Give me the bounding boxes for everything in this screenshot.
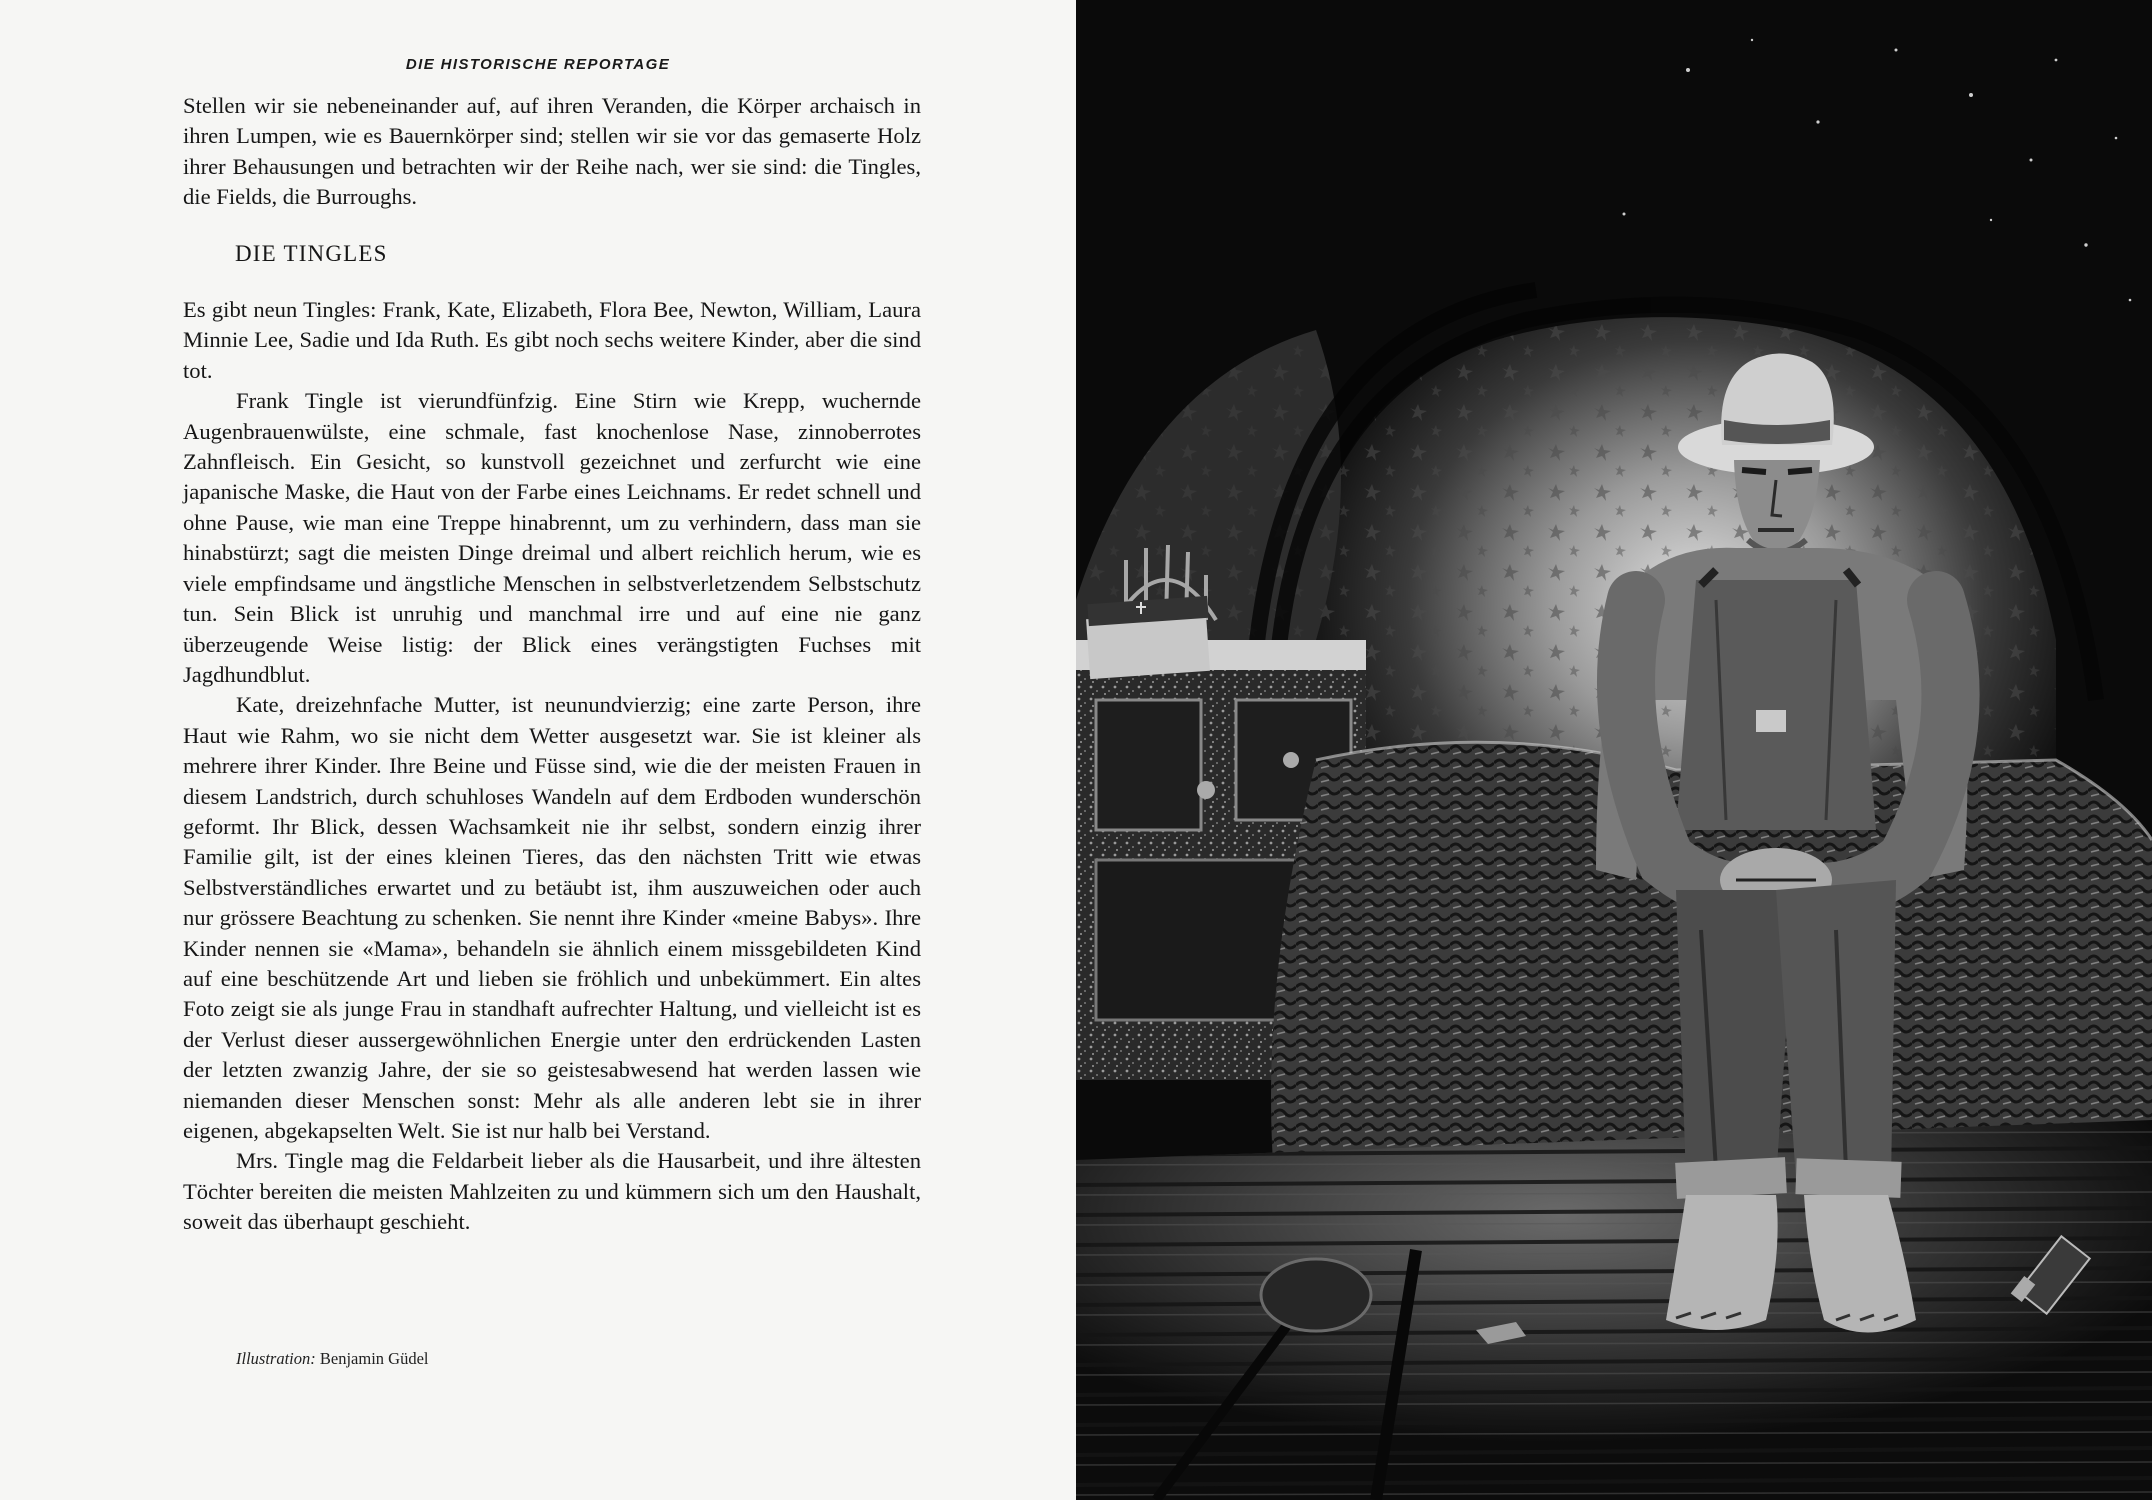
intro-paragraph: Stellen wir sie nebeneinander auf, auf ihren Veranden, die Körper archaisch in ihren Lumpen, wie es Bauernkörper sind; stellen wir sie vor das gemaserte Holz ihrer Behausungen und betrachten wir der Reihe nach, wer sie sind: die Tingles, die Fields, die Burroughs. bbox=[183, 93, 921, 210]
credit-name: Benjamin Güdel bbox=[319, 1349, 429, 1368]
credit-label: Illustration: bbox=[236, 1349, 316, 1368]
man-sitting-on-bed-illustration bbox=[1076, 0, 2152, 1500]
body-paragraph: Kate, dreizehnfache Mutter, ist neunundvierzig; eine zarte Person, ihre Haut wie Rahm, wo sie nicht dem Wetter ausgesetzt war. Sie ist kleiner als mehrere ihrer Kinder. Ihre Beine und Füsse sind, wie die der meisten Frauen in diesem Landstrich, durch schuhloses Wandeln auf dem Erdboden wunderschön geformt. Ihr Blick, dessen Wachsamkeit nie ihr selbst, sondern einzig ihrer Familie gilt, ist der eines kleinen Tieres, das den nächsten Tritt wie etwas Selbstverständliches erwartet und zu betäubt ist, ihm auszuweichen oder auch nur grössere Beachtung zu schenken. Sie nennt ihre Kinder «meine Babys». Ihre Kinder nennen sie «Mama», behandeln sie ähnlich einem missgebildeten Kind auf eine beschützende Art und lieben sie fröhlich und unbekümmert. Ein altes Foto zeigt sie als junge Frau in standhaft aufrechter Haltung, und vielleicht ist es der Verlust dieser aussergewöhnlichen Energie unter den erdrückenden Lasten der letzten zwanzig Jahre, der sie so geistesabwesend hat werden lassen wie niemanden dieser Menschen sonst: Mehr als alle anderen lebt sie in ihrer eigenen, abgekapselten Welt. Sie ist nur halb bei Verstand. bbox=[183, 692, 921, 1143]
article-body bbox=[183, 91, 921, 1238]
running-head: DIE HISTORISCHE REPORTAGE bbox=[405, 56, 671, 73]
body-paragraph: Mrs. Tingle mag die Feldarbeit lieber als die Hausarbeit, und ihre ältesten Töchter bereiten die meisten Mahlzeiten zu und kümmern sich um den Haushalt, soweit das überhaupt geschieht. bbox=[183, 1148, 921, 1235]
illustration-credit bbox=[236, 1349, 429, 1369]
body-paragraph: Es gibt neun Tingles: Frank, Kate, Elizabeth, Flora Bee, Newton, William, Laura Minnie Lee, Sadie und Ida Ruth. Es gibt noch sechs weitere Kinder, aber die sind tot. bbox=[183, 297, 921, 383]
section-heading: DIE TINGLES bbox=[235, 240, 388, 266]
illustration-page bbox=[1076, 0, 2152, 1500]
body-paragraph: Frank Tingle ist vierundfünfzig. Eine Stirn wie Krepp, wuchernde Augenbrauenwülste, eine schmale, fast knochenlose Nase, zinnoberrotes Zahnfleisch. Ein Gesicht, so kunstvoll gezeichnet und zerfurcht wie eine japanische Maske, die Haut von der Farbe eines Leichnams. Er redet schnell und ohne Pause, wie man eine Treppe hinabrennt, um zu verhindern, dass man sie hinabstürzt; sagt die meisten Dinge dreimal und albert reichlich herum, wie es viele empfindsame und ängstliche Menschen in selbstverletzendem Selbstschutz tun. Sein Blick ist unruhig und manchmal irre und auf eine nie ganz überzeugende Weise listig: der Blick eines verängstigten Fuchses mit Jagdhundblut. bbox=[183, 388, 921, 687]
